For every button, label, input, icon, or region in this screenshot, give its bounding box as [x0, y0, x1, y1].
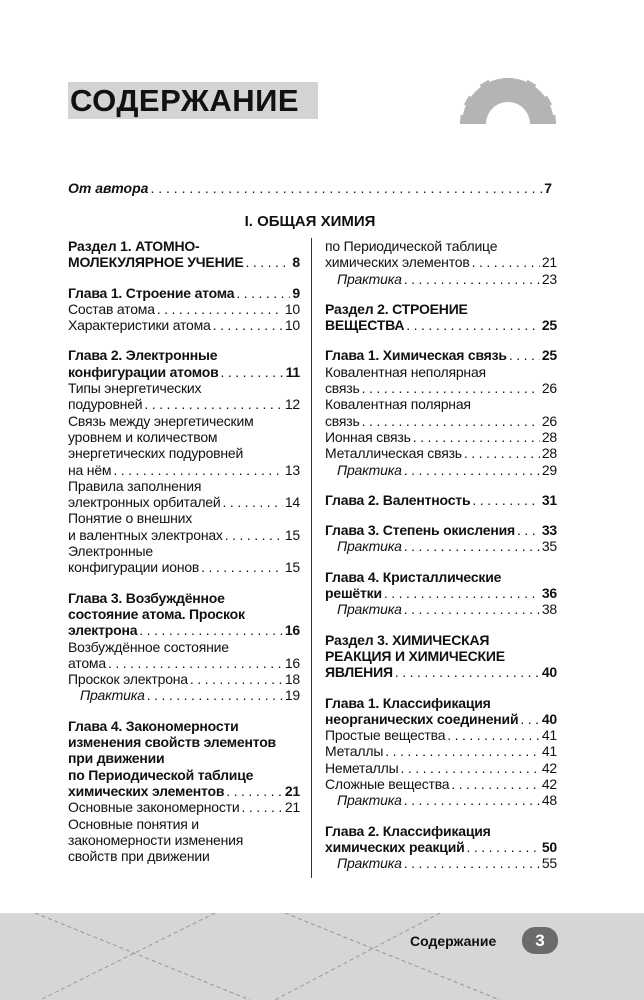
entry-label: подуровней — [68, 396, 143, 413]
dot-leader — [404, 462, 540, 478]
entry-last-line — [325, 839, 557, 855]
dot-leader — [245, 254, 290, 270]
entry-page: 19 — [284, 687, 300, 704]
entry-label: связь — [325, 380, 360, 397]
dot-leader — [157, 301, 283, 317]
entry-line: Понятие о внешних — [68, 510, 193, 527]
dot-leader — [225, 527, 283, 543]
entry-page: 12 — [284, 396, 300, 413]
toc-entry[interactable] — [68, 478, 300, 511]
dot-leader — [144, 396, 282, 412]
dot-leader — [221, 364, 284, 380]
entry-label: конфигурации атомов — [68, 363, 219, 380]
entry-line: закономерности изменения — [68, 831, 244, 848]
dot-leader — [362, 413, 540, 429]
entry-page: 33 — [541, 522, 557, 539]
entry-label: Ионная связь — [325, 428, 411, 445]
entry-label: Практика — [337, 855, 402, 872]
dot-leader — [201, 559, 283, 575]
entry-page: 42 — [541, 759, 557, 776]
entry-label: и валентных электронах — [68, 526, 223, 543]
entry-last-line — [80, 687, 300, 703]
footer-section-label: Содержание — [410, 933, 497, 949]
entry-label: Глава 2. Валентность — [325, 491, 471, 508]
column-divider — [311, 238, 312, 878]
entry-label: Практика — [337, 538, 402, 555]
toc-entry[interactable] — [325, 632, 557, 681]
dot-leader — [404, 538, 540, 554]
part-heading: I. ОБЩАЯ ХИМИЯ — [244, 213, 376, 230]
dot-leader — [362, 380, 540, 396]
entry-last-line — [337, 271, 557, 287]
dot-leader — [451, 776, 539, 792]
entry-line: Глава 4. Кристаллические — [325, 568, 502, 585]
toc-entry[interactable] — [68, 799, 300, 815]
entry-page: 38 — [541, 601, 557, 618]
entry-page: 40 — [541, 710, 557, 727]
toc-entry[interactable] — [68, 671, 300, 687]
toc-entry[interactable] — [325, 492, 557, 508]
footer-band — [0, 913, 644, 1000]
toc-entry[interactable] — [325, 792, 557, 808]
dot-leader — [236, 285, 290, 301]
toc-entry[interactable] — [325, 301, 557, 334]
entry-line: Ковалентная полярная — [325, 396, 471, 413]
entry-page: 13 — [284, 461, 300, 478]
toc-column-right — [325, 238, 557, 872]
entry-label: электронных орбиталей — [68, 494, 221, 511]
entry-last-line — [325, 585, 557, 601]
entry-label: ВЕЩЕСТВА — [325, 317, 405, 334]
toc-entry[interactable] — [325, 271, 557, 287]
entry-line: Типы энергетических — [68, 380, 202, 397]
page-title: СОДЕРЖАНИЕ — [70, 83, 300, 118]
dot-leader — [139, 622, 283, 638]
entry-label: МОЛЕКУЛЯРНОЕ УЧЕНИЕ — [68, 254, 244, 271]
entry-line: Глава 2. Классификация — [325, 822, 491, 839]
toc-entry[interactable] — [325, 462, 557, 478]
entry-label: Практика — [80, 687, 145, 704]
entry-label: Основные закономерности — [68, 799, 240, 816]
entry-line: энергетических подуровней — [68, 445, 244, 462]
entry-line: Глава 4. Закономерности — [68, 717, 239, 734]
toc-entry[interactable] — [325, 727, 557, 743]
entry-last-line — [325, 429, 557, 445]
toc-entry[interactable] — [325, 760, 557, 776]
entry-page: 21 — [541, 254, 557, 271]
entry-page: 15 — [284, 559, 300, 576]
toc-entry[interactable] — [68, 543, 300, 576]
entry-page: 55 — [541, 855, 557, 872]
entry-last-line — [68, 559, 300, 575]
entry-last-line — [325, 413, 557, 429]
dot-leader — [226, 783, 283, 799]
dot-leader — [520, 711, 539, 727]
entry-last-line — [68, 671, 300, 687]
toc-entry[interactable] — [325, 743, 557, 759]
toc-entry[interactable] — [325, 347, 557, 363]
entry-last-line — [325, 492, 557, 508]
entry-page: 10 — [284, 317, 300, 334]
entry-page: 14 — [284, 494, 300, 511]
dot-leader — [404, 855, 540, 871]
page-number-badge: 3 — [522, 927, 558, 954]
entry-label: Неметаллы — [325, 759, 399, 776]
entry-line: при движении — [68, 750, 165, 767]
entry-line: Раздел 3. ХИМИЧЕСКАЯ — [325, 631, 490, 648]
entry-line: Электронные — [68, 543, 153, 560]
entry-page: 26 — [541, 380, 557, 397]
dot-leader — [241, 799, 282, 815]
entry-page: 41 — [541, 743, 557, 760]
entry-line: РЕАКЦИЯ И ХИМИЧЕСКИЕ — [325, 647, 505, 664]
dot-leader — [472, 492, 539, 508]
entry-line: изменения свойств элементов — [68, 734, 276, 751]
dot-leader — [517, 522, 540, 538]
entry-line: Глава 3. Возбуждённое — [68, 589, 225, 606]
entry-line: Раздел 1. АТОМНО- — [68, 238, 200, 254]
toc-entry[interactable] — [68, 413, 300, 478]
dot-leader — [223, 494, 283, 510]
entry-last-line — [337, 538, 557, 554]
entry-line: по Периодической таблице — [68, 766, 254, 783]
dot-leader — [108, 655, 283, 671]
entry-last-line — [337, 855, 557, 871]
entry-page: 26 — [541, 412, 557, 429]
entry-line: уровнем и количеством — [68, 428, 218, 445]
entry-page: 42 — [541, 776, 557, 793]
dot-leader — [213, 317, 283, 333]
toc-entry-author[interactable] — [68, 180, 552, 196]
entry-last-line — [68, 364, 300, 380]
dot-leader — [190, 671, 283, 687]
entry-page: 29 — [541, 461, 557, 478]
entry-page: 31 — [541, 491, 557, 508]
toc-entry[interactable] — [325, 429, 557, 445]
toc-entry[interactable] — [325, 601, 557, 617]
toc-entry[interactable] — [325, 538, 557, 554]
dot-leader — [385, 743, 540, 759]
entry-page: 28 — [541, 428, 557, 445]
toc-entry[interactable] — [68, 301, 300, 317]
entry-last-line — [68, 799, 300, 815]
entry-last-line — [325, 727, 557, 743]
entry-label: Практика — [337, 461, 402, 478]
entry-line: Глава 2. Электронные — [68, 347, 218, 364]
entry-page: 9 — [292, 284, 300, 301]
toc-entry[interactable] — [68, 718, 300, 799]
entry-line: свойств при движении — [68, 848, 210, 865]
entry-last-line — [337, 792, 557, 808]
entry-label: атома — [68, 654, 106, 671]
entry-page: 25 — [541, 347, 557, 364]
toc-entry[interactable] — [68, 238, 300, 271]
toc-entry[interactable] — [325, 396, 557, 429]
entry-last-line — [325, 664, 557, 680]
entry-line: Ковалентная неполярная — [325, 363, 486, 380]
entry-label: Простые вещества — [325, 727, 446, 744]
entry-page: 21 — [284, 782, 300, 799]
entry-line: Правила заполнения — [68, 477, 202, 494]
toc-entry[interactable] — [325, 238, 557, 271]
entry-line: Раздел 2. СТРОЕНИЕ — [325, 300, 468, 317]
dot-leader — [400, 760, 539, 776]
toc-entry[interactable] — [68, 590, 300, 639]
entry-label: Сложные вещества — [325, 776, 450, 793]
toc-entry[interactable] — [68, 639, 300, 672]
entry-page: 28 — [541, 445, 557, 462]
entry-page: 7 — [544, 180, 552, 196]
entry-label: Проскок электрона — [68, 671, 188, 688]
entry-label: на нём — [68, 461, 112, 478]
entry-last-line — [68, 527, 300, 543]
toc-entry[interactable] — [68, 510, 300, 543]
entry-last-line — [68, 655, 300, 671]
entry-last-line — [337, 462, 557, 478]
dot-leader — [464, 445, 540, 461]
entry-page: 16 — [284, 622, 300, 639]
entry-last-line — [337, 601, 557, 617]
entry-page: 36 — [541, 585, 557, 602]
entry-last-line — [325, 347, 557, 363]
entry-page: 8 — [292, 254, 300, 271]
entry-last-line — [68, 462, 300, 478]
entry-page: 41 — [541, 727, 557, 744]
toc-entry[interactable] — [68, 285, 300, 301]
entry-label: ЯВЛЕНИЯ — [325, 664, 393, 681]
entry-label: химических элементов — [325, 254, 470, 271]
dot-leader — [404, 792, 540, 808]
dot-leader — [509, 347, 540, 363]
entry-label: электрона — [68, 622, 138, 639]
entry-label: Практика — [337, 792, 402, 809]
dot-leader — [472, 254, 540, 270]
dot-leader — [395, 664, 540, 680]
entry-last-line — [68, 396, 300, 412]
entry-label: химических элементов — [68, 782, 225, 799]
entry-label: конфигурации ионов — [68, 559, 200, 576]
entry-line: Связь между энергетическим — [68, 412, 254, 429]
dot-leader — [147, 687, 283, 703]
entry-label: Практика — [337, 270, 402, 287]
entry-label: Практика — [337, 601, 402, 618]
entry-last-line — [325, 711, 557, 727]
toc-entry[interactable] — [68, 687, 300, 703]
entry-page: 40 — [541, 664, 557, 681]
entry-last-line — [325, 317, 557, 333]
entry-page: 21 — [284, 799, 300, 816]
entry-last-line — [325, 760, 557, 776]
entry-last-line — [68, 783, 300, 799]
dot-leader — [406, 317, 540, 333]
entry-page: 15 — [284, 526, 300, 543]
entry-line: состояние атома. Проскок — [68, 605, 245, 622]
entry-line: Возбуждённое состояние — [68, 638, 229, 655]
entry-last-line — [68, 317, 300, 333]
entry-label: От автора — [68, 180, 149, 196]
entry-last-line — [68, 254, 300, 270]
entry-last-line — [325, 743, 557, 759]
entry-last-line — [325, 380, 557, 396]
toc-entry[interactable] — [325, 364, 557, 397]
entry-page: 18 — [284, 671, 300, 688]
toc-entry[interactable] — [68, 347, 300, 380]
toc-entry[interactable] — [325, 569, 557, 602]
entry-label: химических реакций — [325, 838, 465, 855]
entry-label: Металлическая связь — [325, 445, 462, 462]
entry-label: неорганических соединений — [325, 710, 519, 727]
entry-last-line — [68, 494, 300, 510]
entry-page: 35 — [541, 538, 557, 555]
entry-page: 50 — [541, 838, 557, 855]
entry-page: 25 — [541, 317, 557, 334]
entry-last-line — [325, 445, 557, 461]
entry-label: Глава 1. Строение атома — [68, 284, 235, 301]
entry-label: Металлы — [325, 743, 384, 760]
entry-label: Характеристики атома — [68, 317, 211, 334]
gear-icon — [458, 78, 558, 124]
entry-last-line — [68, 301, 300, 317]
dot-leader — [384, 585, 540, 601]
entry-label: решётки — [325, 585, 382, 602]
entry-last-line — [325, 254, 557, 270]
entry-page: 10 — [284, 300, 300, 317]
dot-leader — [113, 462, 282, 478]
dot-leader — [413, 429, 540, 445]
entry-page: 11 — [285, 363, 300, 380]
dot-leader — [467, 839, 540, 855]
toc-entry[interactable] — [68, 317, 300, 333]
entry-label: связь — [325, 412, 360, 429]
entry-line: по Периодической таблице — [325, 238, 498, 254]
toc-column-left — [68, 238, 300, 864]
toc-entry[interactable] — [325, 445, 557, 461]
entry-label: Глава 3. Степень окисления — [325, 522, 516, 539]
entry-last-line — [68, 622, 300, 638]
toc-entry[interactable] — [325, 695, 557, 728]
dot-leader — [447, 727, 540, 743]
toc-entry[interactable] — [325, 855, 557, 871]
entry-page: 23 — [541, 270, 557, 287]
entry-page: 48 — [541, 792, 557, 809]
entry-label: Глава 1. Химическая связь — [325, 347, 507, 364]
entry-last-line — [325, 776, 557, 792]
entry-last-line — [68, 285, 300, 301]
toc-entry[interactable] — [325, 823, 557, 856]
toc-entry[interactable] — [68, 816, 300, 865]
toc-entry[interactable] — [68, 380, 300, 413]
entry-line: Основные понятия и — [68, 815, 199, 832]
entry-line: Глава 1. Классификация — [325, 694, 491, 711]
entry-page: 16 — [284, 654, 300, 671]
toc-entry[interactable] — [325, 522, 557, 538]
dot-leader — [404, 271, 540, 287]
toc-entry[interactable] — [325, 776, 557, 792]
entry-last-line — [325, 522, 557, 538]
dot-leader — [150, 180, 542, 196]
entry-label: Состав атома — [68, 300, 155, 317]
dot-leader — [404, 601, 540, 617]
